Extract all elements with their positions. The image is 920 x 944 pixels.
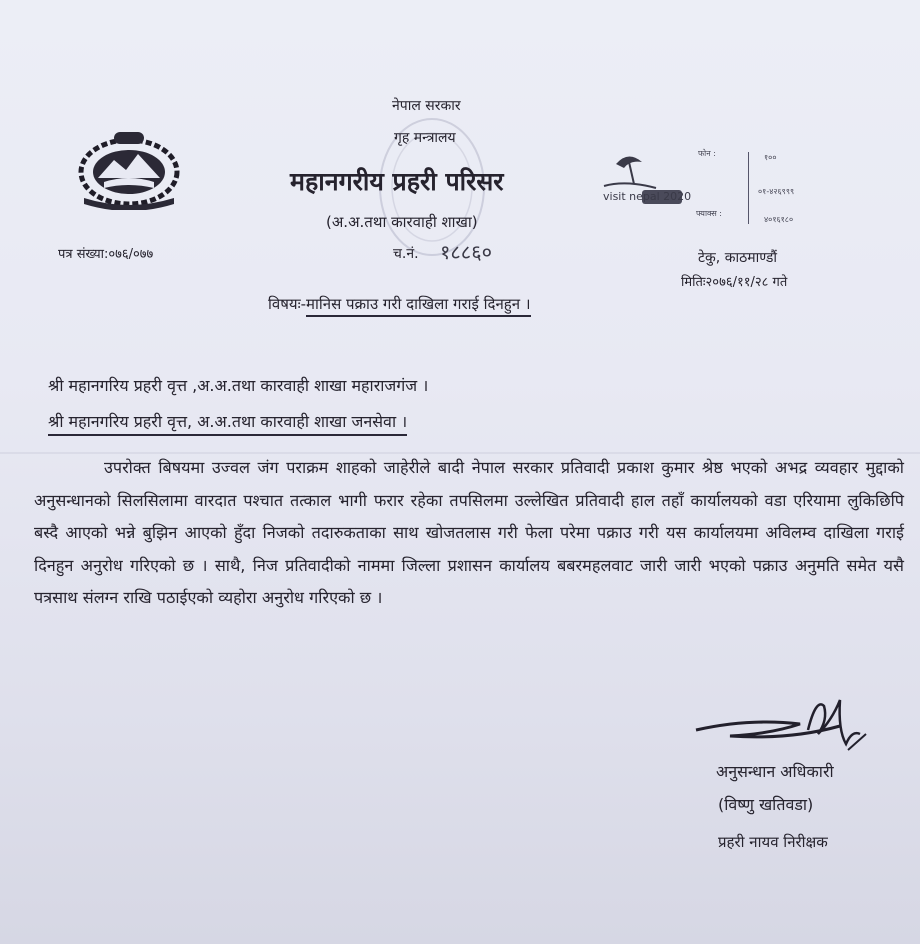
subject-line <box>268 294 531 314</box>
fax-value: ४०१६१८० <box>764 215 794 224</box>
letter-reference-number: पत्र संख्या:०७६/०७७ <box>58 247 154 262</box>
office-name: महानगरीय प्रहरी परिसर <box>290 167 504 196</box>
fax-label: फ्याक्स : <box>696 209 722 218</box>
letter-date: मितिः२०७६/११/२८ गते <box>681 275 788 290</box>
visit-nepal-logo-text: visit nepal 2020 <box>603 190 692 203</box>
office-address: टेकु, काठमाण्डौं <box>698 250 777 266</box>
phone-value: १०० <box>764 153 777 162</box>
branch-name: (अ.अ.तथा कारवाही शाखा) <box>326 213 478 231</box>
ministry-name: गृह मन्त्रालय <box>394 130 456 146</box>
recipient-2-text: श्री महानगरिय प्रहरी वृत्त, अ.अ.तथा कारवाही शाखा जनसेवा । <box>48 412 407 436</box>
subject-text: मानिस पक्राउ गरी दाखिला गराई दिनहुन । <box>306 295 530 317</box>
subject-label: विषयः- <box>268 295 307 313</box>
recipient-2 <box>48 410 407 432</box>
government-name: नेपाल सरकार <box>392 98 461 114</box>
contact-divider <box>748 152 749 224</box>
phone-label: फोन : <box>698 149 716 158</box>
recipient-1: श्री महानगरिय प्रहरी वृत्त ,अ.अ.तथा कारवाही शाखा महाराजगंज । <box>48 376 429 395</box>
handwritten-signature-icon <box>690 690 890 760</box>
dispatch-number-value: १८८६० <box>440 240 492 264</box>
dispatch-number-label: च.नं. <box>393 246 419 262</box>
signatory-rank: प्रहरी नायव निरीक्षक <box>718 833 828 851</box>
contact-block <box>686 142 846 232</box>
signatory-title: अनुसन्धान अधिकारी <box>716 762 834 781</box>
phone-value-2: ०१-४२६९९९ <box>758 187 795 196</box>
signatory-name: (विष्णु खतिवडा) <box>718 795 814 814</box>
nepal-emblem-icon <box>74 130 184 210</box>
letter-body: उपरोक्त बिषयमा उज्वल जंग पराक्रम शाहको जाहेरीले बादी नेपाल सरकार प्रतिवादी प्रकाश कुमार श्रेष्ठ भएको अभद्र व्यवहार मुद्दाको अनुसन्धानको सिलसिलामा वारदात पश्चात तत्काल भागी फरार रहेका तपसिलमा उल्लेखित प्रतिवादी हाल तहाँ कार्यालयको वडा एरियामा लुकिछिपि बस्दै आएको भन्ने बुझिन आएको हुँदा निजको तदारुकताका साथ खोजतलास गरी फेला परेमा पक्राउ गरी यस कार्यालयमा अविलम्व दाखिला गराई दिनहुन अनुरोध गरिएको छ । साथै, निज प्रतिवादीको नाममा जिल्ला प्रशासन कार्यालय बबरमहलवाट जारी जारी भएको पक्राउ अनुमति समेत यसै पत्रसाथ संलग्न राखि पठाईएको व्यहोरा अनुरोध गरिएको छ । <box>34 458 904 607</box>
